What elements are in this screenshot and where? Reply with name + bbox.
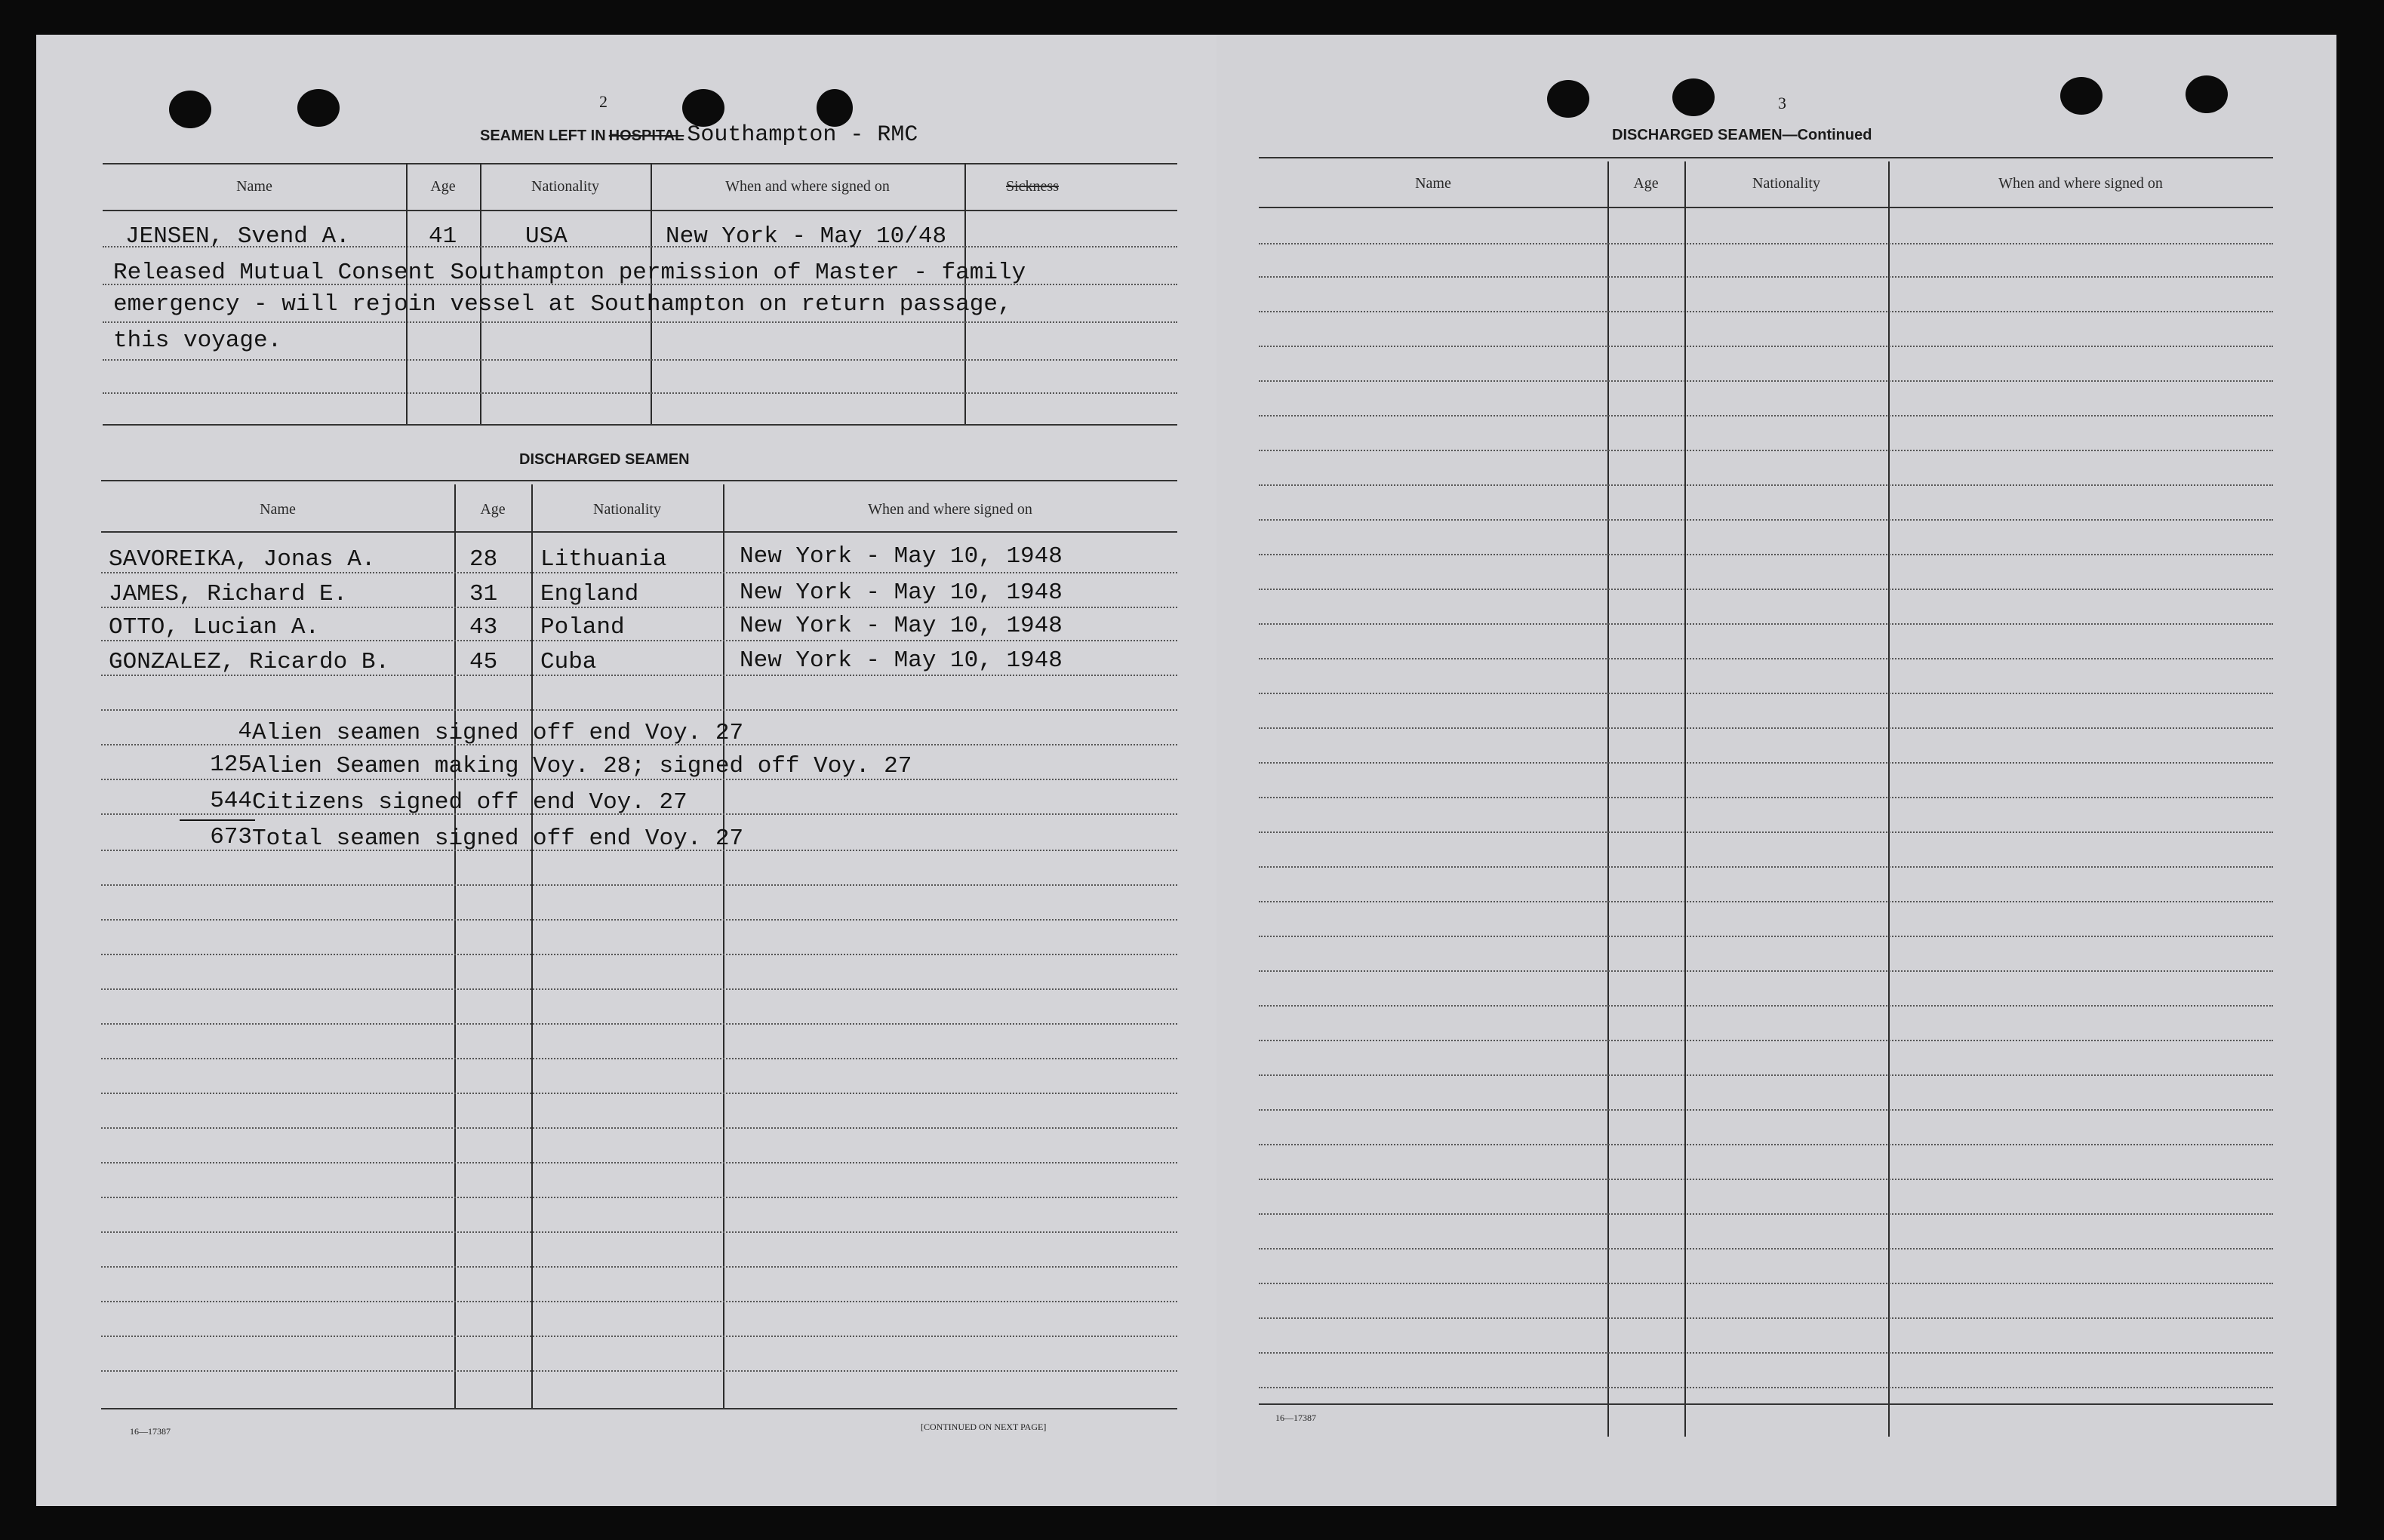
- punch-hole-icon: [817, 89, 853, 127]
- left-in-name: JENSEN, Svend A.: [125, 223, 350, 250]
- remark-line-2: emergency - will rejoin vessel at Southampton on return passage,: [113, 291, 1012, 318]
- summary-count: 4: [238, 718, 252, 745]
- discharged-name: GONZALEZ, Ricardo B.: [109, 649, 390, 675]
- col-signed-header: When and where signed on: [1998, 175, 2163, 192]
- discharged-signed: New York - May 10, 1948: [740, 579, 1063, 606]
- punch-hole-icon: [682, 89, 724, 127]
- discharged-signed: New York - May 10, 1948: [740, 613, 1063, 639]
- left-in-nationality: USA: [525, 223, 568, 250]
- left-page: [36, 35, 1217, 1506]
- col-name-header: Name: [260, 501, 296, 518]
- discharged-name: SAVOREIKA, Jonas A.: [109, 546, 376, 573]
- title-struck: HOSPITAL: [608, 128, 684, 144]
- col-nationality-header: Nationality: [1752, 175, 1820, 192]
- col-sickness-header: Sickness: [1006, 178, 1059, 195]
- summary-count: 544: [210, 788, 252, 814]
- discharged-signed: New York - May 10, 1948: [740, 543, 1063, 570]
- discharged-name: OTTO, Lucian A.: [109, 614, 320, 641]
- remark-line-3: this voyage.: [113, 327, 282, 354]
- punch-hole-icon: [297, 89, 340, 127]
- page-number: 3: [1778, 94, 1786, 112]
- form-number: 16—17387: [130, 1426, 171, 1437]
- col-age-header: Age: [1633, 175, 1659, 192]
- col-age-header: Age: [480, 501, 506, 518]
- title-prefix: SEAMEN LEFT IN: [480, 128, 606, 144]
- summary-count: 673: [210, 824, 252, 850]
- left-in-age: 41: [429, 223, 457, 250]
- col-nationality-header: Nationality: [531, 178, 599, 195]
- discharged-age: 43: [469, 614, 498, 641]
- discharged-age: 45: [469, 649, 498, 675]
- section-title-left-in: [480, 122, 918, 148]
- page-number: 2: [599, 92, 608, 111]
- punch-hole-icon: [1672, 78, 1715, 116]
- col-signed-header: When and where signed on: [725, 178, 890, 195]
- right-page: [1217, 35, 2336, 1506]
- discharged-name: JAMES, Richard E.: [109, 581, 348, 607]
- summary-text: Alien Seamen making Voy. 28; signed off Voy. 27: [252, 753, 912, 779]
- col-nationality-header: Nationality: [593, 501, 661, 518]
- punch-hole-icon: [2186, 75, 2228, 113]
- discharged-age: 28: [469, 546, 498, 573]
- summary-text: Citizens signed off end Voy. 27: [252, 789, 688, 816]
- col-age-header: Age: [430, 178, 456, 195]
- summary-count: 125: [210, 752, 252, 778]
- col-signed-header: When and where signed on: [868, 501, 1032, 518]
- discharged-age: 31: [469, 581, 498, 607]
- discharged-nationality: Poland: [540, 614, 625, 641]
- col-name-header: Name: [1415, 175, 1451, 192]
- discharged-title: DISCHARGED SEAMEN: [519, 451, 690, 468]
- discharged-nationality: England: [540, 581, 639, 607]
- remark-line-1: Released Mutual Consent Southampton permission of Master - family: [113, 260, 1026, 286]
- discharged-nationality: Cuba: [540, 649, 597, 675]
- discharged-nationality: Lithuania: [540, 546, 667, 573]
- section-title: DISCHARGED SEAMEN—Continued: [1612, 127, 1872, 143]
- summary-text: Total seamen signed off end Voy. 27: [252, 825, 744, 852]
- discharged-signed: New York - May 10, 1948: [740, 647, 1063, 674]
- punch-hole-icon: [2060, 77, 2103, 115]
- continued-note: [CONTINUED ON NEXT PAGE]: [921, 1422, 1047, 1432]
- title-typed: Southampton - RMC: [687, 122, 918, 148]
- form-number: 16—17387: [1275, 1412, 1316, 1423]
- summary-text: Alien seamen signed off end Voy. 27: [252, 720, 744, 746]
- punch-hole-icon: [1547, 80, 1589, 118]
- col-name-header: Name: [236, 178, 272, 195]
- left-in-signed: New York - May 10/48: [666, 223, 947, 250]
- punch-hole-icon: [169, 91, 211, 128]
